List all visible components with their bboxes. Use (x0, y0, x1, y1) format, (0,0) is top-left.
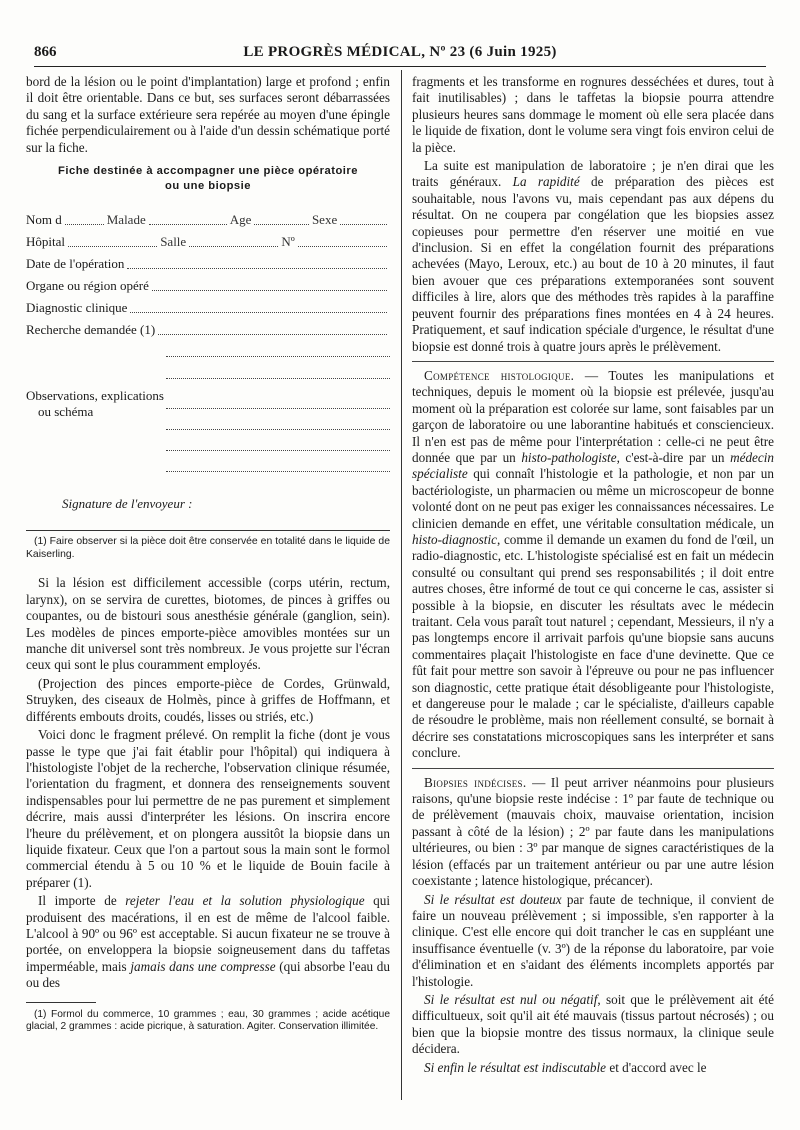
form-note: (1) Faire observer si la pièce doit être conservée en totalité dans le liquide de Kaiserling. (26, 536, 390, 561)
field-label: Sexe (311, 211, 338, 227)
field-line (166, 378, 390, 379)
section-heading: Compétence histologique. (424, 367, 575, 383)
form-row-name (26, 206, 390, 228)
form-blank-line (26, 360, 390, 382)
running-title: LE PROGRÈS MÉDICAL, Nº 23 (6 Juin 1925) (243, 44, 557, 60)
paragraph: (Projection des pinces emporte-pièce de Cordes, Grünwald, Struyken, des ciseaux de Holmès, pince à griffes de Hoffmann, et différents embouts droits, coudés, lisses ou striés, etc.) (26, 675, 390, 724)
text-run: , soit que le prélèvement ait été difficultueux, soit qu'il ait été mauvais (tissus partout nécrosés) ; ou bien que la biopsie montre des tissus normaux, la clinique seule décidera. (412, 991, 774, 1057)
paragraph (412, 368, 774, 762)
field-line (68, 246, 157, 247)
field-line (340, 224, 387, 225)
field-line (149, 224, 227, 225)
field-line (166, 356, 390, 357)
field-line (130, 312, 387, 313)
emphasis: histo-diagnostic (412, 531, 497, 547)
field-label: Hôpital (26, 233, 65, 249)
field-label: Diagnostic clinique (26, 299, 128, 315)
form-row-diagnosis (26, 294, 390, 316)
paragraph (412, 775, 774, 890)
section-rule (412, 361, 774, 362)
paragraph: Si la lésion est difficilement accessible (corps utérin, rectum, larynx), on se servira de curettes, biotomes, de pinces à griffes ou coupantes, ou de bistouri sous anesthésie générale (ganglion, sein). Les modèles de pinces emporte-pièce amovibles montées sur un manche dit universel sont très nombreux. Je vous projette sur l'écran ceux qui sont le plus couramment employés. (26, 575, 390, 673)
text-run: , c'est-à-dire par un (616, 449, 731, 465)
text-run: de préparation des pièces est souhaitable, nous l'avons vu, mais cependant pas aux dépens du résultat. On ne coupera par congélation que les biopsies assez copieuses pour permettre d'en réserver une moitié en vue d'inclusion. Si en effet la congélation fournit des préparations achevées (Mayo, Leroux, etc.) au bout de 10 à 20 minutes, il faut bien avouer que ces préparations extemporanées sont souvent difficiles à lire, alors que des méthodes très rapides à la paraffine peuvent fournir des préparations fines montées en 4 à 24 heures. Pratiquement, et sauf indication spéciale d'urgence, le résultat d'une biopsie est donné trois à quatre jours après le prélèvement. (412, 174, 775, 354)
right-column (412, 74, 774, 1078)
footnote: (1) Formol du commerce, 10 grammes ; eau, 30 grammes ; acide acétique glacial, 2 grammes : acide picrique, à saturation. Agiter. Conservation illimitée. (26, 1008, 390, 1033)
text-run: La suite est manipulation de laboratoire ; je n'en dirai que les traits généraux. (412, 158, 774, 190)
observation-lines (166, 388, 390, 472)
field-line (254, 224, 309, 225)
paragraph (412, 892, 774, 990)
field-line (158, 334, 387, 335)
field-label: Organe ou région opéré (26, 277, 149, 293)
footnote-rule (26, 1002, 96, 1003)
form-row-hospital (26, 228, 390, 250)
column-divider (401, 70, 402, 1100)
field-line (189, 246, 278, 247)
left-column (26, 74, 390, 1034)
form-row-observations (26, 388, 390, 472)
paragraph (412, 992, 774, 1058)
paragraph (412, 1060, 774, 1076)
field-line (152, 290, 387, 291)
field-label: Date de l'opération (26, 255, 125, 271)
text-run: par faute de technique, il convient de faire un nouveau prélèvement ; si impossible, s'en rapporter à la clinique. C'est elle encore qui doit trancher le cas en suppléant une insuffisance éventuelle (v. 3º) de la réponse du laboratoire, par voie d'élimination et en s'aidant des éléments incomplets apportés par l'histologie. (412, 891, 774, 989)
field-label-line: ou schéma (38, 404, 94, 420)
emphasis: Si le résultat est nul ou négatif (424, 991, 598, 1007)
field-label: Nom d (26, 211, 62, 227)
field-line (166, 451, 390, 472)
page-header (34, 44, 766, 66)
emphasis: rejeter l'eau et la solution physiologique (125, 893, 365, 909)
paragraph: Voici donc le fragment prélevé. On remplit la fiche (dont je vous passe le type que j'ai fait établir pour l'hôpital) qui indiquera à l'histologiste l'objet de la recherche, l'observation clinique résumée, l'orientation du fragment, et donnera des renseignements souvent indispensables pour lui permettre de ne pas purement et simplement décrire, mais aussi d'interpréter les lésions. On inscrira encore l'heure du prélèvement, et on plongera aussitôt la biopsie dans un liquide fixateur. Ceux que l'on a partout sous la main sont le formol commercial étendu à 5 ou 10 % et le liquide de Bouin facile à préparer (1). (26, 727, 390, 890)
text-run: et d'accord avec le (606, 1059, 707, 1075)
form-row-date (26, 250, 390, 272)
section-rule (412, 768, 774, 769)
form-row-request (26, 316, 390, 338)
form-title (26, 164, 390, 194)
text-run: — Il peut arriver néanmoins pour plusieurs raisons, qu'une biopsie reste indécise : 1º par faute de technique ou de prélèvement (mauvais choix, mauvaise orientation, incision passant à côté de la lésion) ; 2º par faute dans les manipulations ultérieures, ou bien : 3º par manque de signes caractéristiques de la lésion (effacés par un traitement antérieur ou par une autre lésion coexistante ; latence histologique, précancer). (412, 774, 774, 889)
emphasis: La rapidité (512, 174, 580, 190)
emphasis: histo-pathologiste (521, 449, 617, 465)
text-run: — Toutes les manipulations et techniques, depuis le moment où la biopsie est prélevée, jusqu'au moment où la préparation est colorée sur lame, sont faisables par un garçon de laboratoire ou une laborantine habitués et consciencieux. Il n'en est pas de même pour l'interprétation : celle-ci ne peut être donnée que par un (412, 367, 774, 465)
text-run: qui produisent des macérations, il en est de même de l'alcool faible. L'alcool à 90º ou 96º est acceptable. Si aucun fixateur ne se trouve à portée, on enveloppera la biopsie soigneusement dans du taffetas imperméable, mais (26, 893, 390, 974)
emphasis: Si enfin le résultat est indiscutable (424, 1059, 607, 1075)
field-line (65, 224, 104, 225)
field-label-line: Observations, explications (26, 388, 164, 404)
field-label: Nº (281, 233, 295, 249)
header-rule (34, 66, 766, 67)
field-line (166, 430, 390, 451)
text-run: (qui absorbe l'eau du ou des (26, 958, 390, 991)
field-label: Recherche demandée (1) (26, 321, 156, 337)
text-run: qui connaît l'histologie et la pathologie, et non par un bactériologiste, un pharmacien ou même un microscopeur de bonne volonté dont on ne peut pas exiger les connaissances nécessaires. Le clinicien demande en effet, une véritable consultation médicale, un (412, 466, 774, 531)
divider (26, 530, 390, 531)
field-line (127, 268, 387, 269)
field-label: Malade (106, 211, 146, 227)
page-number: 866 (34, 44, 57, 60)
paragraph (26, 893, 390, 991)
section-heading: Biopsies indécises. (424, 774, 527, 790)
form-row-organ (26, 272, 390, 294)
signature-label: Signature de l'envoyeur : (62, 496, 193, 512)
paragraph: fragments et les transforme en rognures desséchées et dures, tout à fait inutilisables) ; dans le taffetas la biopsie pourra attendre plusieurs heures sans dommage le moment où elle sera placée dans le liquide de fixation, dont le volume sera vingt fois environ celui de la pièce. (412, 74, 774, 155)
text-run: Il importe de (38, 893, 126, 909)
emphasis: Si le résultat est douteux (424, 891, 562, 907)
form-title-line: ou une biopsie (165, 180, 251, 193)
field-line (166, 409, 390, 430)
field-label: Salle (160, 233, 187, 249)
paragraph (412, 158, 774, 355)
field-label: Age (229, 211, 252, 227)
field-label (26, 388, 166, 420)
form-title-line: Fiche destinée à accompagner une pièce opératoire (58, 165, 358, 178)
text-run: , comme il demande un examen du fond de l'œil, un radio-diagnostic, etc. L'histologiste spécialisé est en fait un médecin consulté ou consultant qui prend ses responsabilités ; il doit entre autres choses, être informé de tout ce qui concerne le cas, assister si possible à la biopsie, en discuter les résultats avec le médecin traitant. Cela vous paraît tout naturel ; cependant, Messieurs, il n'y a pas longtemps encore il arrivait parfois qu'une biopsie sans aucuns commentaires plaçait l'histologiste en face d'une devinette. Que ce fût fait pour mettre son savoir à l'épreuve ou pour ne pas influencer son diagnostic, cette pratique était désobligeante pour l'histologiste, et dangereuse pour le malade ; car le spécialiste, d'ailleurs capable de résoudre le problème, mais non réellement consulté, se bornait à décrire ses constatations microscopiques sans les interpréter et sans conclure. (412, 531, 774, 761)
field-line (298, 246, 387, 247)
emphasis: jamais dans une compresse (130, 958, 276, 974)
emphasis: médecin spécialiste (412, 449, 774, 482)
form-blank-line (26, 338, 390, 360)
field-line (166, 388, 390, 409)
specimen-form (26, 164, 390, 561)
paragraph: bord de la lésion ou le point d'implantation) large et profond ; enfin il doit être orientable. Dans ce but, ses surfaces seront débarrassées du sang et la surface extérieure sera repérée au moyen d'une épingle fichée perpendiculairement ou à l'aide d'un dessin schématique porté sur la fiche. (26, 74, 390, 155)
